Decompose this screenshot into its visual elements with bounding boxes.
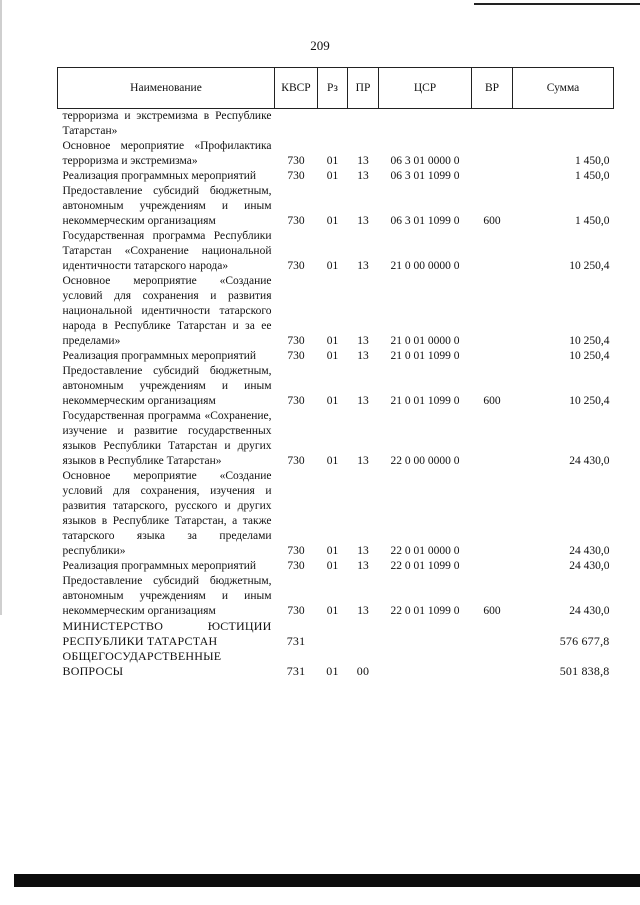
- scan-bottom-bar: [14, 874, 640, 887]
- table-row: [58, 649, 614, 679]
- row-kvsr: 731: [286, 664, 306, 678]
- table-row: [58, 619, 614, 649]
- row-rz: 01: [326, 560, 339, 572]
- row-vr: [472, 169, 513, 184]
- row-csr: 06 3 01 1099 0: [390, 215, 460, 227]
- row-rz: 01: [326, 605, 339, 617]
- row-sum: 1 450,0: [575, 215, 610, 227]
- row-pr: [348, 619, 379, 649]
- row-sum: [513, 109, 614, 140]
- row-sum: 24 430,0: [569, 455, 610, 467]
- table-row: [58, 409, 614, 469]
- row-rz: 01: [326, 350, 339, 362]
- table-row: [58, 184, 614, 229]
- table-row: [58, 229, 614, 274]
- row-kvsr: 730: [287, 395, 305, 407]
- table-row: [58, 574, 614, 619]
- row-name: МИНИСТЕРСТВО ЮСТИЦИИ РЕСПУБЛИКИ ТАТАРСТАН: [62, 619, 272, 648]
- row-csr: 21 0 01 1099 0: [390, 395, 460, 407]
- row-pr: 13: [357, 155, 369, 167]
- header-vr: ВР: [472, 68, 513, 109]
- row-name: Предоставление субсидий бюджетным, автономным учреждениям и иным некоммерческим организациям: [62, 575, 272, 617]
- row-rz: 01: [326, 335, 339, 347]
- row-pr: 00: [356, 664, 370, 678]
- row-rz: 01: [326, 664, 339, 678]
- row-pr: 13: [357, 395, 369, 407]
- row-rz: 01: [326, 455, 339, 467]
- row-name: Реализация программных мероприятий: [62, 170, 257, 182]
- row-name: Государственная программа Республики Татарстан «Сохранение национальной идентичности татарского народа»: [62, 230, 272, 272]
- row-pr: 13: [357, 350, 369, 362]
- row-csr: 06 3 01 1099 0: [390, 170, 460, 182]
- row-vr: [472, 349, 513, 364]
- row-kvsr: 730: [287, 605, 305, 617]
- row-vr: [472, 109, 513, 140]
- row-kvsr: 730: [287, 455, 305, 467]
- table-row: [58, 139, 614, 169]
- row-csr: 06 3 01 0000 0: [390, 155, 460, 167]
- table-row: [58, 559, 614, 574]
- header-csr: ЦСР: [379, 68, 472, 109]
- row-name: Реализация программных мероприятий: [62, 560, 257, 572]
- row-kvsr: 731: [286, 634, 306, 648]
- row-csr: [379, 109, 472, 140]
- row-sum: 24 430,0: [569, 605, 610, 617]
- row-sum: 1 450,0: [575, 170, 610, 182]
- row-pr: [348, 109, 379, 140]
- row-pr: 13: [357, 170, 369, 182]
- row-pr: 13: [357, 605, 369, 617]
- table-row: [58, 169, 614, 184]
- row-name: Основное мероприятие «Создание условий для сохранения и развития национальной идентичности татарского народа в Республике Татарстан и за ее пределами»: [62, 275, 272, 347]
- row-pr: 13: [357, 215, 369, 227]
- row-csr: 22 0 01 0000 0: [390, 545, 460, 557]
- row-name: Предоставление субсидий бюджетным, автономным учреждениям и иным некоммерческим организациям: [62, 365, 272, 407]
- row-rz: 01: [326, 545, 339, 557]
- row-csr: 22 0 01 1099 0: [390, 560, 460, 572]
- row-rz: 01: [326, 395, 339, 407]
- row-vr: [472, 649, 513, 679]
- header-pr: ПР: [348, 68, 379, 109]
- row-name: Предоставление субсидий бюджетным, автономным учреждениям и иным некоммерческим организациям: [62, 185, 272, 227]
- row-vr: [472, 409, 513, 469]
- row-kvsr: [275, 109, 318, 140]
- row-name: Основное мероприятие «Профилактика терроризма и экстремизма»: [62, 140, 272, 167]
- row-rz: 01: [326, 215, 339, 227]
- row-pr: 13: [357, 560, 369, 572]
- row-kvsr: 730: [287, 335, 305, 347]
- row-pr: 13: [357, 545, 369, 557]
- row-name: Основное мероприятие «Создание условий для сохранения, изучения и развития татарского, русского и других языков в Республике Татарстан, а также татарского языка за пределами республики»: [62, 470, 272, 557]
- row-csr: 22 0 00 0000 0: [390, 455, 460, 467]
- row-pr: 13: [357, 335, 369, 347]
- row-sum: 10 250,4: [569, 335, 610, 347]
- row-sum: 10 250,4: [569, 350, 610, 362]
- row-kvsr: 730: [287, 260, 305, 272]
- table-row: [58, 109, 614, 140]
- header-kvsr: КВСР: [275, 68, 318, 109]
- row-kvsr: 730: [287, 350, 305, 362]
- row-csr: 21 0 01 1099 0: [390, 350, 460, 362]
- row-name: ОБЩЕГОСУДАРСТВЕННЫЕ ВОПРОСЫ: [62, 649, 222, 678]
- table-body: [58, 109, 614, 680]
- row-csr: 21 0 00 0000 0: [390, 260, 460, 272]
- row-sum: 10 250,4: [569, 260, 610, 272]
- table-header: [58, 68, 614, 109]
- table-row: [58, 274, 614, 349]
- header-name: Наименование: [58, 68, 275, 109]
- row-sum: 10 250,4: [569, 395, 610, 407]
- row-vr: 600: [483, 215, 501, 227]
- row-vr: [472, 274, 513, 349]
- row-rz: 01: [326, 170, 339, 182]
- row-name: терроризма и экстремизма в Республике Татарстан»: [62, 110, 272, 137]
- row-kvsr: 730: [287, 170, 305, 182]
- scan-top-rule: [474, 3, 640, 5]
- header-sum: Сумма: [513, 68, 614, 109]
- row-rz: 01: [326, 155, 339, 167]
- row-sum: 1 450,0: [575, 155, 610, 167]
- row-sum: 501 838,8: [559, 664, 610, 678]
- row-vr: [472, 229, 513, 274]
- row-pr: 13: [357, 260, 369, 272]
- row-name: Государственная программа «Сохранение, изучение и развитие государственных языков Республики Татарстан и других языков в Республике Татарстан»: [62, 410, 272, 467]
- row-kvsr: 730: [287, 545, 305, 557]
- row-csr: [379, 649, 472, 679]
- row-vr: 600: [483, 605, 501, 617]
- scan-edge-shadow: [0, 0, 2, 615]
- row-kvsr: 730: [287, 560, 305, 572]
- row-kvsr: 730: [287, 215, 305, 227]
- row-csr: 22 0 01 1099 0: [390, 605, 460, 617]
- table-row: [58, 364, 614, 409]
- page-number: 209: [310, 38, 330, 53]
- row-csr: [379, 619, 472, 649]
- row-sum: 24 430,0: [569, 560, 610, 572]
- row-name: Реализация программных мероприятий: [62, 350, 257, 362]
- row-vr: 600: [483, 395, 501, 407]
- row-csr: 21 0 01 0000 0: [390, 335, 460, 347]
- row-sum: 24 430,0: [569, 545, 610, 557]
- row-sum: 576 677,8: [559, 634, 610, 648]
- row-kvsr: 730: [287, 155, 305, 167]
- row-pr: 13: [357, 455, 369, 467]
- row-rz: 01: [326, 260, 339, 272]
- row-vr: [472, 619, 513, 649]
- row-rz: [318, 109, 348, 140]
- row-vr: [472, 139, 513, 169]
- row-vr: [472, 559, 513, 574]
- row-rz: [318, 619, 348, 649]
- table-row: [58, 349, 614, 364]
- budget-table: [57, 67, 614, 679]
- table-row: [58, 469, 614, 559]
- header-rz: Рз: [318, 68, 348, 109]
- row-vr: [472, 469, 513, 559]
